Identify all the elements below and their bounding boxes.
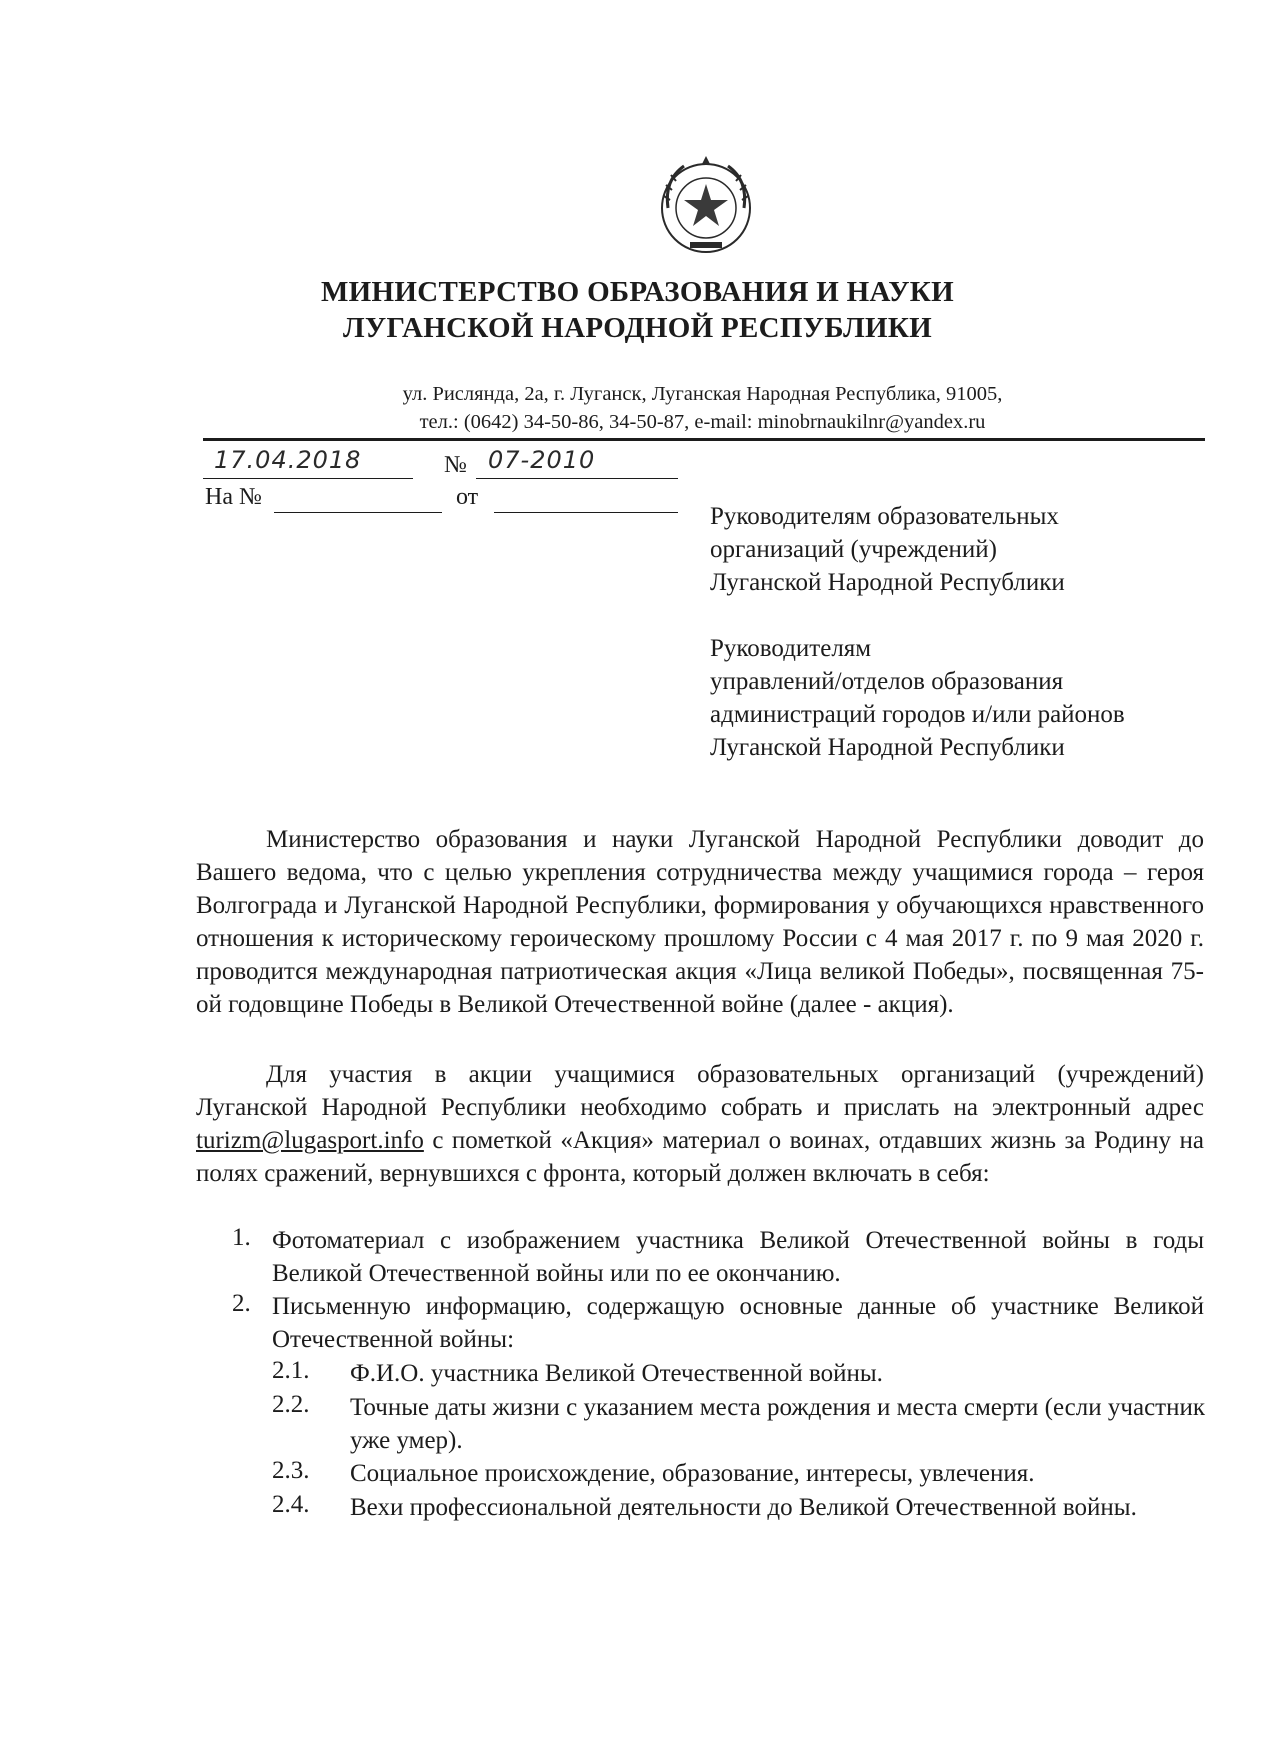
sub-item: Вехи профессиональной деятельности до Великой Отечественной войны. [350,1494,1137,1521]
paragraph-text: Министерство образования и науки Луганской Народной Республики доводит до Вашего ведома, что с целью укрепления сотрудничества между учащимися города – героя Волгограда и Луганской Народной Республики, формирования у обучающихся нравственного отношения к историческому героическому прошлому России с 4 мая 2017 г. по 9 мая 2020 г. проводится международная патриотическая акция «Лица великой Победы», посвященная 75-ой годовщине Победы в Великой Отечественной войне (далее - акция). [196,826,1204,1018]
addressee-line: Руководителям [710,635,872,662]
list-item: Письменную информацию, содержащую основные данные об участнике Великой Отечественной войны: [272,1293,1204,1353]
from-label: от [456,484,479,510]
reply-number-underline [274,512,442,513]
ministry-name-line2: ЛУГАНСКОЙ НАРОДНОЙ РЕСПУБЛИКИ [342,312,933,344]
sub-item: Ф.И.О. участника Великой Отечественной войны. [350,1360,883,1387]
reply-date-underline [494,512,678,513]
coat-of-arms-emblem [650,150,762,260]
email-link[interactable]: turizm@lugasport.info [196,1127,424,1154]
addressee-block-1 [710,500,1065,599]
sub-item-number: 2.2. [272,1391,310,1418]
list-item-number: 2. [232,1290,251,1317]
sub-item-number: 2.1. [272,1357,310,1384]
addressee-line: управлений/отделов образования [710,668,1064,695]
addressee-line: Луганской Народной Республики [710,569,1065,596]
header-divider [203,438,1205,441]
list-item: Фотоматериал с изображением участника Великой Отечественной войны в годы Великой Отечественной войны или по ее окончанию. [272,1227,1204,1287]
addressee-line: Луганской Народной Республики [710,734,1065,761]
contact-line: тел.: (0642) 34-50-86, 34-50-87, e-mail: minobrnaukilnr@yandex.ru [419,411,986,433]
addressee-block-2 [710,632,1125,764]
sub-item: Точные даты жизни с указанием места рождения и места смерти (если участник уже умер). [350,1394,1205,1454]
address-line: ул. Рисляндa, 2а, г. Луганск, Луганская Народная Республика, 91005, [402,383,1003,405]
date-underline [203,478,413,479]
paragraph-text: Для участия в акции учащимися образовательных организаций (учреждений) Луганской Народной Республики необходимо собрать и прислать на электронный адрес [196,1061,1204,1121]
handwritten-number: 07-2010 [488,446,596,474]
sub-item-number: 2.4. [272,1491,310,1518]
addressee-line: организаций (учреждений) [710,536,998,563]
number-underline [476,478,678,479]
number-label: № [444,452,467,478]
addressee-line: Руководителям образовательных [710,503,1059,530]
sub-item: Социальное происхождение, образование, интересы, увлечения. [350,1460,1035,1487]
ministry-name-line1: МИНИСТЕРСТВО ОБРАЗОВАНИЯ И НАУКИ [321,276,954,308]
handwritten-date: 17.04.2018 [214,446,362,474]
addressee-line: администраций городов и/или районов [710,701,1125,728]
body-paragraph-1 [196,823,1204,1021]
reply-label: На № [205,484,262,510]
paragraph-text: с пометкой «Акция» материал о воинах, отдавших жизнь за Родину на полях сражений, вернувшихся с фронта, который должен включать в себя: [196,1127,1204,1187]
list-item-number: 1. [232,1224,251,1251]
body-paragraph-2 [196,1058,1204,1190]
sub-item-number: 2.3. [272,1457,310,1484]
